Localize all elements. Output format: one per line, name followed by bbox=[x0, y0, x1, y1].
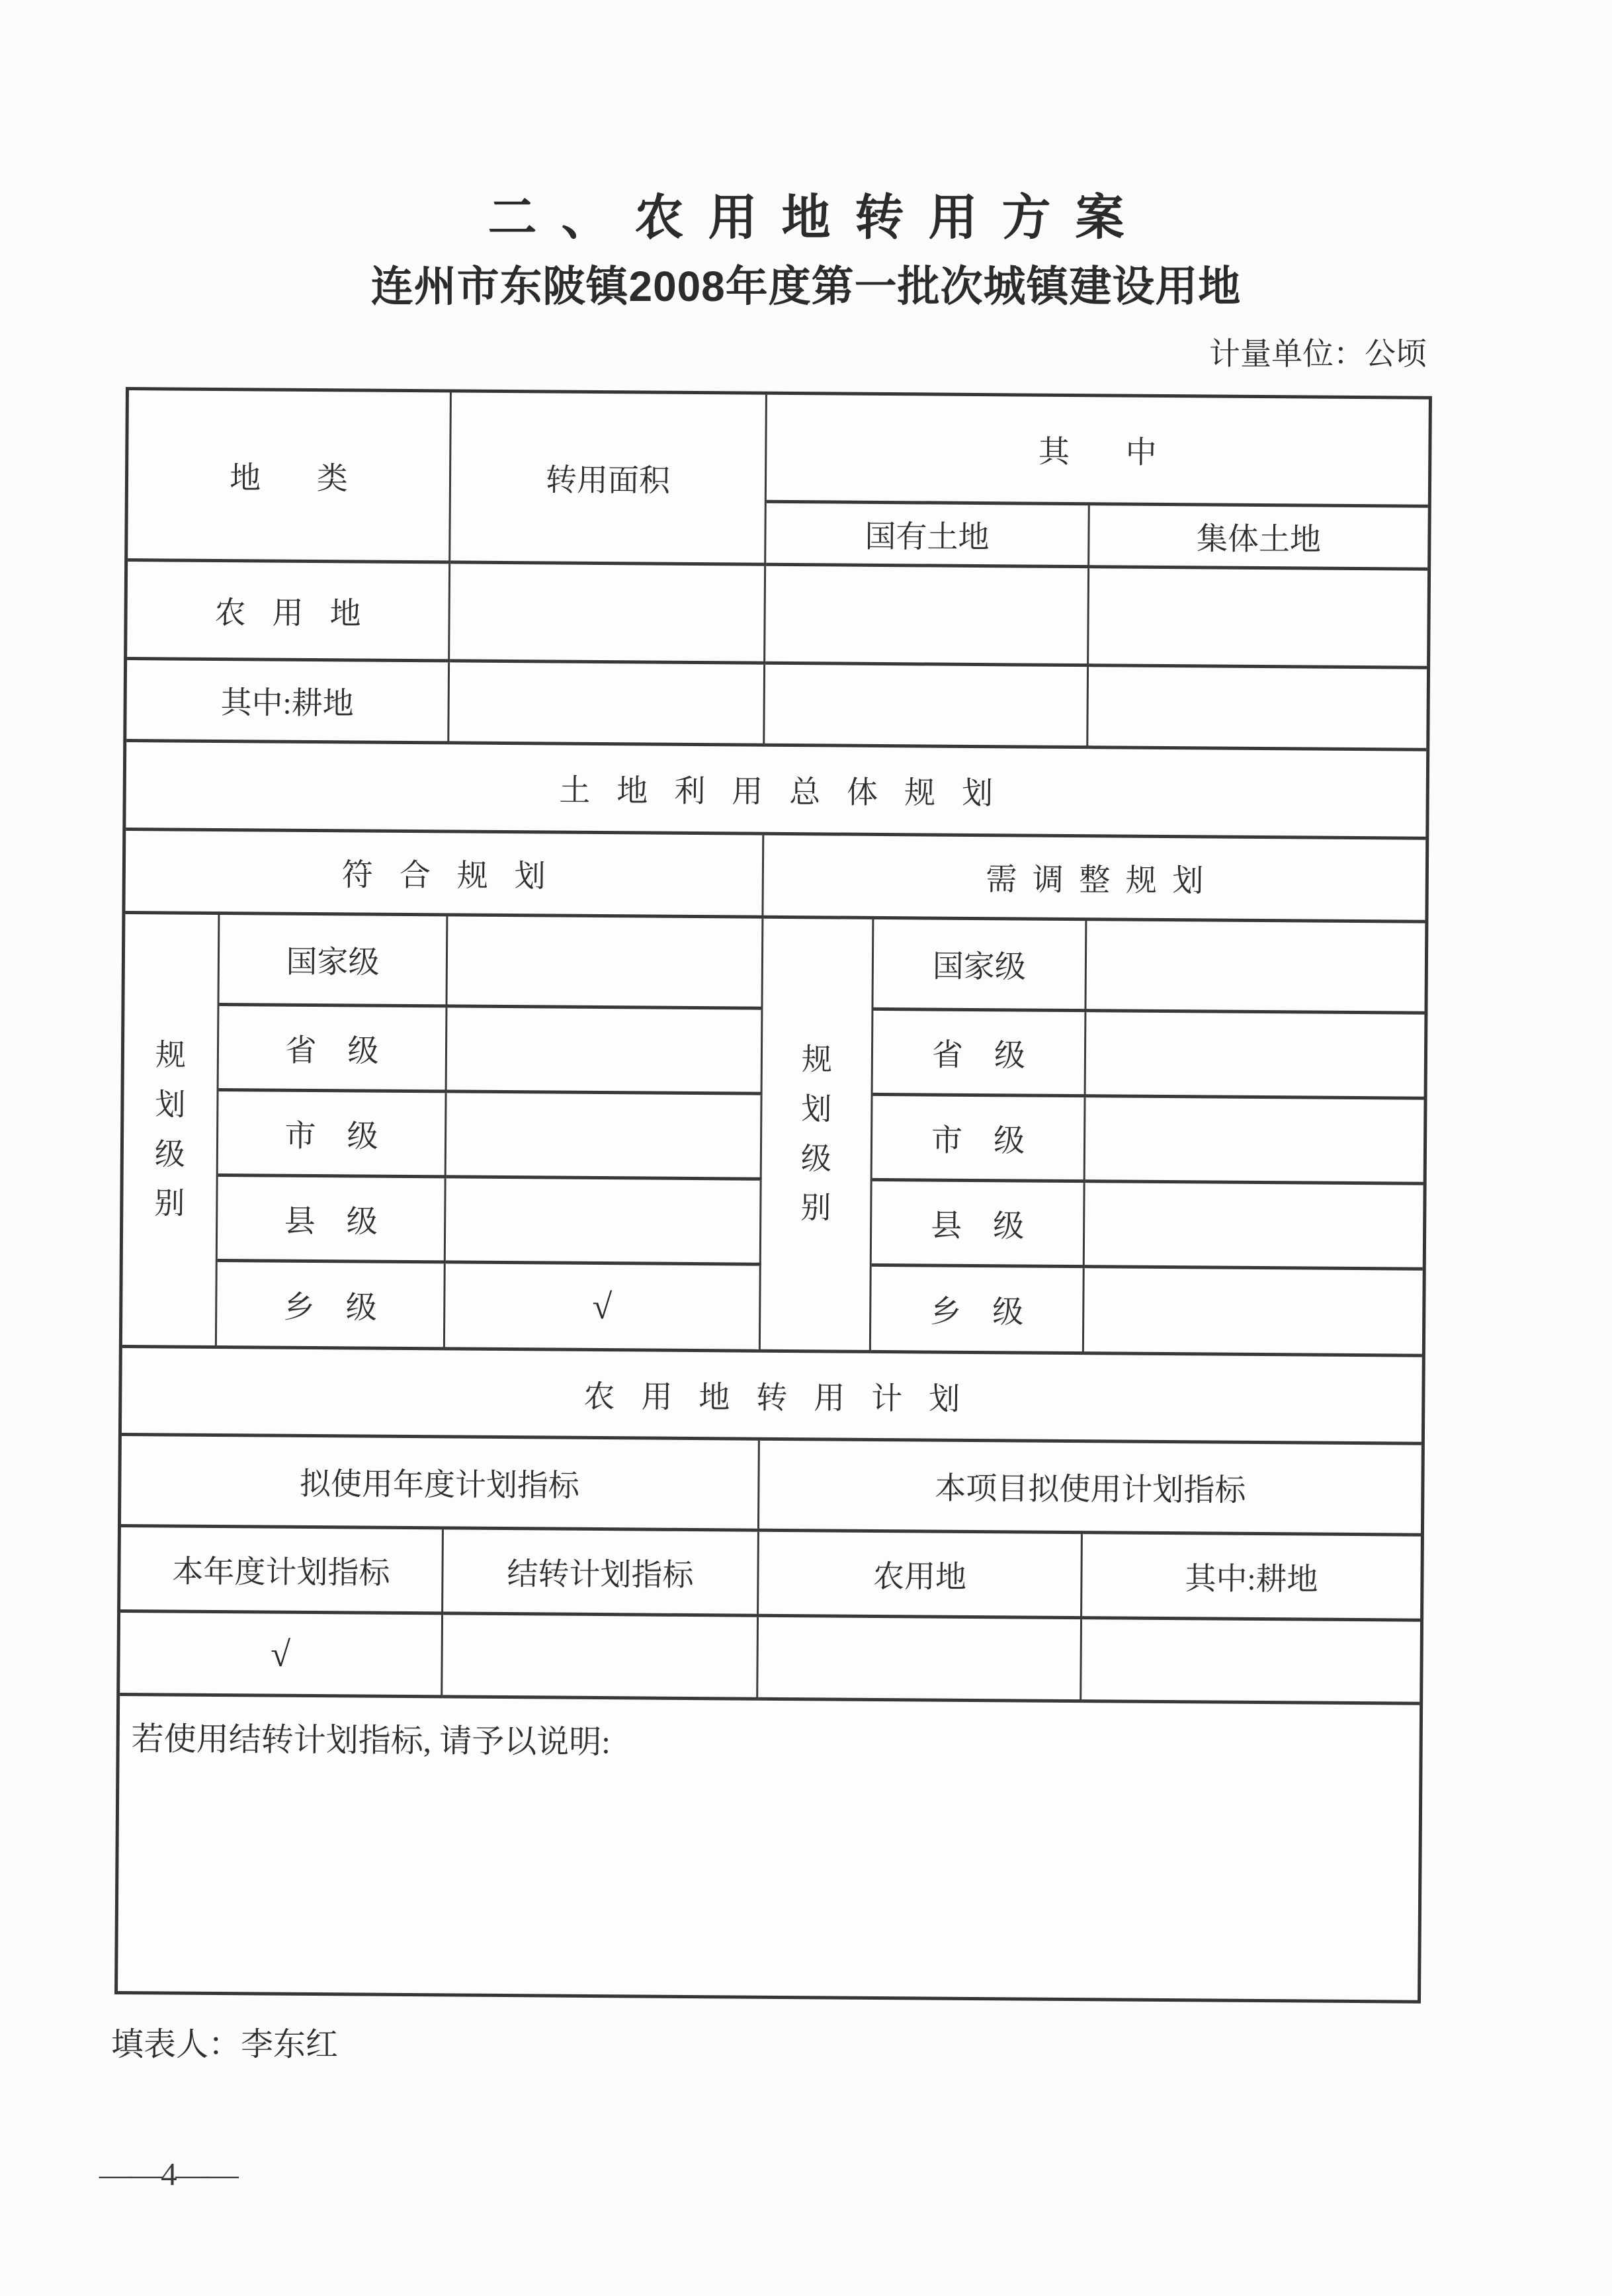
cell-project-agri-value bbox=[758, 1617, 1082, 1703]
header-collective-land: 集体土地 bbox=[1089, 505, 1428, 571]
page-title: 二、农用地转用方案 bbox=[488, 190, 1149, 245]
col-header-cultivated-land: 其中:耕地 bbox=[1082, 1534, 1421, 1622]
level-label-province-right: 省级 bbox=[873, 1011, 1087, 1097]
level-value-national-left bbox=[447, 916, 763, 1009]
level-label-province-left: 省级 bbox=[219, 1006, 448, 1093]
col-header-carryover-quota: 结转计划指标 bbox=[443, 1529, 759, 1617]
header-conversion-area: 转用面积 bbox=[450, 392, 767, 566]
level-value-county-right bbox=[1085, 1183, 1423, 1271]
level-value-city-left bbox=[446, 1093, 763, 1180]
cell-agri-collective-land bbox=[1089, 568, 1427, 669]
page-subtitle: 连州市东陂镇2008年度第一批次城镇建设用地 bbox=[370, 263, 1242, 310]
cell-project-cultivated-value bbox=[1082, 1619, 1420, 1705]
cell-cultivated-state-land bbox=[765, 665, 1089, 749]
level-value-township-right bbox=[1084, 1268, 1423, 1357]
row-cultivated-land-label: 其中:耕地 bbox=[126, 660, 450, 744]
cell-this-year-quota-value: √ bbox=[120, 1613, 443, 1698]
adjust-plan-header: 需调整规划 bbox=[763, 835, 1425, 923]
level-value-province-left bbox=[447, 1007, 763, 1095]
col-header-this-year-quota: 本年度计划指标 bbox=[120, 1527, 444, 1615]
level-label-national-left: 国家级 bbox=[219, 915, 448, 1007]
unit-note: 计量单位：公顷 bbox=[1209, 337, 1427, 372]
annual-quota-header: 拟使用年度计划指标 bbox=[121, 1436, 760, 1532]
header-among: 其中 bbox=[767, 395, 1429, 508]
level-value-city-right bbox=[1085, 1097, 1424, 1185]
carryover-note-cell: 若使用结转计划指标, 请予以说明: bbox=[131, 1721, 611, 1761]
level-label-city-right: 市级 bbox=[872, 1096, 1086, 1183]
level-value-national-right bbox=[1086, 921, 1425, 1015]
section-overall-plan-title: 土地利用总体规划 bbox=[126, 742, 1426, 840]
cell-cultivated-collective-land bbox=[1088, 667, 1427, 751]
conform-plan-header: 符合规划 bbox=[125, 831, 764, 919]
plan-level-axis-left: 规划级别 bbox=[122, 914, 220, 1349]
header-land-type: 地类 bbox=[128, 390, 452, 564]
level-label-county-left: 县级 bbox=[218, 1177, 446, 1263]
project-quota-header: 本项目拟使用计划指标 bbox=[759, 1441, 1421, 1537]
level-label-national-right: 国家级 bbox=[873, 919, 1087, 1012]
level-label-township-right: 乡级 bbox=[871, 1267, 1085, 1355]
plan-level-axis-right: 规划级别 bbox=[761, 919, 874, 1353]
cell-carryover-quota-value bbox=[443, 1615, 759, 1700]
form-filler-name: 李东红 bbox=[241, 2026, 339, 2062]
row-agricultural-land-label: 农用地 bbox=[127, 562, 450, 662]
form-filler-label: 填表人： bbox=[111, 2026, 241, 2062]
level-value-township-left: √ bbox=[445, 1263, 761, 1352]
level-value-province-right bbox=[1086, 1012, 1425, 1100]
level-label-county-right: 县级 bbox=[872, 1181, 1085, 1268]
header-state-land: 国有土地 bbox=[766, 503, 1090, 568]
level-label-city-left: 市级 bbox=[218, 1091, 447, 1178]
form-filler-line bbox=[111, 2019, 338, 2065]
form-table bbox=[114, 387, 1432, 2004]
cell-cultivated-conversion-area bbox=[449, 662, 765, 746]
col-header-agri-land: 农用地 bbox=[759, 1532, 1083, 1619]
section-conversion-plan-title: 农用地转用计划 bbox=[122, 1348, 1422, 1445]
page-number: ——4—— bbox=[99, 2156, 237, 2192]
level-value-county-left bbox=[446, 1178, 762, 1265]
cell-agri-conversion-area bbox=[450, 564, 766, 664]
cell-agri-state-land bbox=[765, 566, 1089, 667]
level-label-township-left: 乡级 bbox=[217, 1262, 446, 1350]
